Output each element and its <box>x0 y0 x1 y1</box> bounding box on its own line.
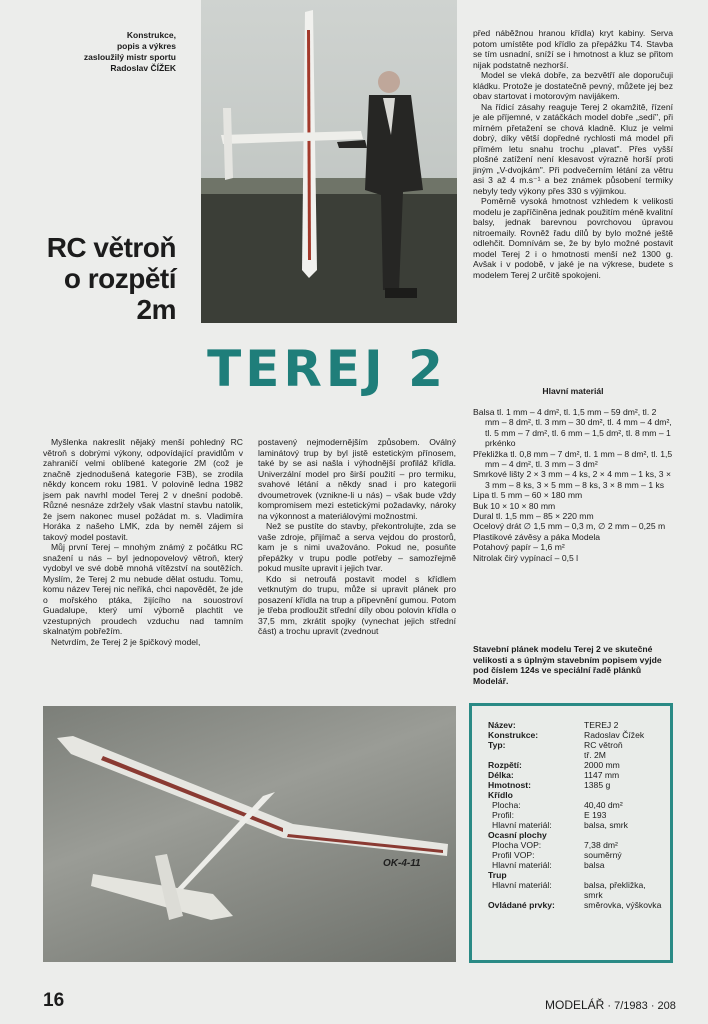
spec-row <box>488 730 663 740</box>
spec-label: Rozpětí: <box>488 760 522 770</box>
spec-label: Hlavní materiál: <box>492 820 552 830</box>
credit-line: Konstrukce, <box>126 30 176 40</box>
spec-value: 2000 mm <box>584 760 620 770</box>
spec-label: Ovládané prvky: <box>488 900 555 910</box>
credit-line: Radoslav ČÍŽEK <box>110 63 176 73</box>
spec-value: 40,40 dm² <box>584 800 623 810</box>
spec-row <box>488 850 663 860</box>
title-line: 2m <box>136 294 176 325</box>
footer-brand: MODELÁŘ <box>545 998 605 1012</box>
spec-label: Hmotnost: <box>488 780 531 790</box>
credit-line: zasloužilý mistr sportu <box>83 52 176 62</box>
photo-illustration-1 <box>201 0 457 323</box>
spec-label: Plocha: <box>492 800 521 810</box>
spec-row <box>488 810 663 820</box>
material-item: Buk 10 × 10 × 80 mm <box>473 500 556 511</box>
material-item: Balsa tl. 1 mm – 4 dm², tl. 1,5 mm – 59 dm², tl. 2 mm – 8 dm², tl. 3 mm – 30 dm², tl. 4 mm – 4 dm², tl. 5 mm – 7 dm², tl. 6 mm – 1,5 dm², tl. 8 mm – 1 prkénko <box>473 407 672 449</box>
spec-row <box>488 780 663 790</box>
material-item: Smrkové lišty 2 × 3 mm – 4 ks, 2 × 4 mm – 1 ks, 3 × 3 mm – 8 ks, 3 × 5 mm – 8 ks, 3 × 8 mm – 1 ks <box>473 469 671 490</box>
material-item: Dural tl. 1,5 mm – 85 × 220 mm <box>473 511 594 522</box>
spec-value: balsa, smrk <box>584 820 628 830</box>
spec-label <box>488 750 584 760</box>
photo-man-with-glider <box>201 0 457 323</box>
materials-list <box>473 407 673 563</box>
spec-value: směrovka, výškovka <box>584 900 662 910</box>
spec-label: Profil: <box>492 810 514 820</box>
material-item: Lipa tl. 5 mm – 60 × 180 mm <box>473 490 583 501</box>
spec-row <box>488 770 663 780</box>
plane-marking: OK-4-11 <box>383 858 421 869</box>
spec-row <box>488 760 663 770</box>
spec-value: Radoslav Čížek <box>584 730 645 740</box>
spec-box <box>469 703 673 963</box>
spec-value: 7,38 dm² <box>584 840 618 850</box>
spec-value: E 193 <box>584 810 607 820</box>
spec-row <box>488 720 663 730</box>
spec-row <box>488 740 663 750</box>
material-item: Potahový papír – 1,6 m² <box>473 542 565 553</box>
title-line: o rozpětí <box>63 263 176 294</box>
spec-row <box>488 880 663 900</box>
paragraph: Myšlenka nakreslit nějaký menší pohledný RC větroň s dobrými výkony, odpovídající pravidlům v zahraničí velmi oblíbené kategorie 2M (což je značně zjednodušená kategorie F3B), se zrodila někdy koncem roku 1981. V polovině ledna 1982 jsem pak navrhl model Terej 2 v dnešní podobě. Různé nesnáze zdržely však vlastní stavbu natolik, že jsem nakonec musel požádat m. s. Vladimíra Horáka z našeho LMK, zda by neměl zájem si takový model postavit. <box>43 437 243 542</box>
spec-row <box>488 860 663 870</box>
photo-glider-on-ground <box>43 706 456 962</box>
text-column-3 <box>473 28 673 280</box>
paragraph: Poměrně vysoká hmotnost vzhledem k velikosti modelu je zapříčiněna jednak použitím méně kvalitní balsy, jednak barevnou povrchovou úpravou nitroemaily. Rovněž řadu dílů by bylo možné ještě odlehčit. Domnívám se, že by bylo možné postavit model Terej 2 i o hmotnosti menší než 1300 g. Avšak i v podobě, v jaké je na výkrese, budete s modelem Terej 2 určitě spokojeni. <box>473 196 673 280</box>
spec-value: 1147 mm <box>584 770 620 780</box>
spec-value: tř. 2M <box>584 750 606 760</box>
spec-label: Plocha VOP: <box>492 840 542 850</box>
spec-row <box>488 870 663 880</box>
spec-label: Profil VOP: <box>492 850 535 860</box>
material-item: Nitrolak čirý vypínací – 0,5 l <box>473 552 579 563</box>
spec-label: Konstrukce: <box>488 730 539 740</box>
spec-label: Křídlo <box>488 790 513 800</box>
paragraph: Na řídicí zásahy reaguje Terej 2 okamžitě, řízení je ale příjemné, v zatáčkách model dobře „sedí", při mírném přetažení se chová kladně. Kluz je velmi dobrý, díky větší dopředné rychlosti má model při přímém letu snahu trochu „plavat". Přes vyšší plošné zatížení není klesavost výrazně horší proti jiným „V-dvojkám". Při podvečerním létání za větru asi 3 až 4 m.s⁻¹ a bez známek působení termiky nebyly tedy výkony přes 330 s výjimkou. <box>473 101 673 196</box>
spec-value <box>584 790 663 800</box>
text-column-1 <box>43 437 243 647</box>
paragraph: Můj první Terej – mnohým známý z počátku RC snažení u nás – byl jednopovelový větroň, který vydobyl ve své době mnohá vítězství na soutěžích. Myslím, že Terej 2 mu nebude dělat ostudu. Tomu, komu název Terej nic neříká, chci napovědět, že jde o mořského ptáka, žijícího na souostroví Guadalupe, který umí výborně plachtit ve vzestupných proudech vzduchu nad tamním skalnatým pobřežím. <box>43 542 243 636</box>
spec-row <box>488 830 663 840</box>
spec-value: RC větroň <box>584 740 623 750</box>
footer-issue: · 7/1983 · 208 <box>607 1000 676 1012</box>
spec-value: balsa <box>584 860 605 870</box>
spec-row <box>488 790 663 800</box>
spec-row <box>488 840 663 850</box>
paragraph: Kdo si netroufá postavit model s křídlem vetknutým do trupu, může si upravit plánek pro posazení křídla na trup a připevnění gumou. Potom je třeba prodloužit střední díly obou polovin křídla o 37,5 mm, zkrátit spojky (vynechat jejich střední část) a trochu upravit (zvednout <box>258 573 456 636</box>
plan-note: Stavební plánek modelu Terej 2 ve skutečné velikosti a s úplným stavebním popisem vyjde pod číslem 124s ve speciální řadě plánků Modelář. <box>473 644 662 686</box>
spec-label: Délka: <box>488 770 514 780</box>
spec-value <box>584 830 663 840</box>
credit-line: popis a výkres <box>116 41 176 51</box>
spec-label: Název: <box>488 720 516 730</box>
spec-label: Typ: <box>488 740 506 750</box>
spec-row <box>488 900 663 910</box>
spec-value: TEREJ 2 <box>584 720 619 730</box>
spec-row <box>488 820 663 830</box>
materials-heading: Hlavní materiál <box>542 386 604 396</box>
article-title <box>40 232 176 325</box>
spec-label: Ocasní plochy <box>488 830 547 840</box>
spec-value: 1385 g <box>584 780 611 790</box>
text-column-2 <box>258 437 456 637</box>
footer <box>545 998 676 1012</box>
model-name-heading: TEREJ 2 <box>207 340 447 398</box>
spec-label: Trup <box>488 870 507 880</box>
photo-illustration-2 <box>43 706 456 962</box>
material-item: Plastikové závěsy a páka Modela <box>473 531 601 542</box>
spec-row <box>488 750 663 760</box>
paragraph: postavený nejmodernějším způsobem. Oválný laminátový trup by byl jistě estetickým přínosem, také by se asi našla i výhodnější profiláž křídla. Univerzální model pro širší použití – pro termiku, svahové létání a někdy snad i pro kategorii dvoumetrovek (vznikne-li u nás) – však bude vždy kompromisem mezi estetickými požadavky, nároky na výkonnost a materiálovými možnostmi. <box>258 437 456 521</box>
paragraph: před náběžnou hranou křídla) kryt kabiny. Serva potom umístěte pod křídlo za přepážku T4. Stavba se tím usnadní, sníží se i hmotnost a kluz se přitom nijak podstatně nezhorší. <box>473 28 673 70</box>
spec-label: Hlavní materiál: <box>492 860 552 870</box>
material-item: Překližka tl. 0,8 mm – 7 dm², tl. 1 mm – 8 dm², tl. 1,5 mm – 4 dm², tl. 3 mm – 3 dm² <box>473 448 673 470</box>
paragraph: Než se pustíte do stavby, překontrolujte, zda se vaše zdroje, přijímač a serva vejdou do prostorů, kam je s nimi uvažováno. Pokud ne, posuňte přepážky v trupu podle potřeby – samozřejmě pokud musíte upravit i jejich tvar. <box>258 521 456 573</box>
spec-value: balsa, překližka, smrk <box>584 880 646 900</box>
spec-table <box>488 720 663 910</box>
material-item: Ocelový drát ∅ 1,5 mm – 0,3 m, ∅ 2 mm – 0,25 m <box>473 521 666 532</box>
spec-label: Hlavní materiál: <box>492 880 552 890</box>
title-line: RC větroň <box>46 232 176 263</box>
paragraph: Model se vleká dobře, za bezvětří ale doporučuji kládku. Protože je dostatečně pevný, můžete jej bez obav startovat i motorovým navijákem. <box>473 70 673 101</box>
page-number: 16 <box>43 990 65 1011</box>
author-credit <box>70 30 176 74</box>
paragraph: Netvrdím, že Terej 2 je špičkový model, <box>51 636 201 647</box>
spec-value: souměrný <box>584 850 622 860</box>
spec-value <box>584 870 663 880</box>
spec-row <box>488 800 663 810</box>
